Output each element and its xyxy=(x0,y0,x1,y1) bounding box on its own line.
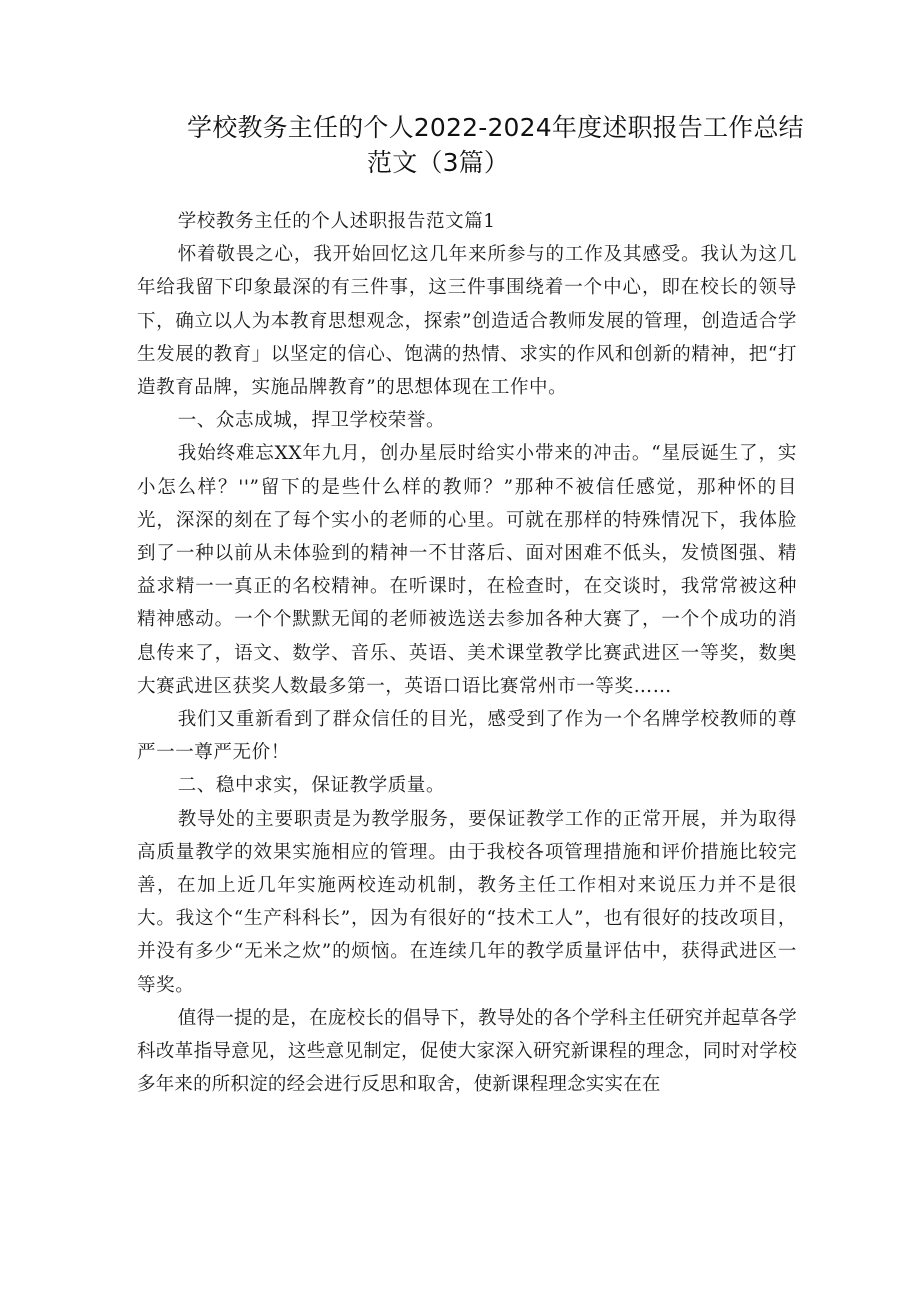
paragraph: 教导处的主要职责是为教学服务，要保证教学工作的正常开展，并为取得高质量教学的效果实施相应的管理。由于我校各项管理措施和评价措施比较完善，在加上近几年实施两校连动机制，教务主任工作相对来说压力并不是很大。我这个“生产科科长”，因为有很好的“技术工人”，也有很好的技改项目，并没有多少“无米之炊”的烦恼。在连续几年的教学质量评估中，获得武进区一等奖。 xyxy=(137,808,797,996)
document-body xyxy=(137,205,797,1101)
section-heading: 一、众志成城，捍卫学校荣誉。 xyxy=(177,410,446,432)
paragraph: 值得一提的是，在庞校长的倡导下，教导处的各个学科主任研究并起草各学科改革指导意见，这些意见制定，促使大家深入研究新课程的理念，同时对学校多年来的所积淀的经会进行反思和取舍，使新课程理念实实在在 xyxy=(137,1007,797,1096)
document-title-line-2: 范文（3篇） xyxy=(367,148,510,177)
paragraph: 怀着敬畏之心，我开始回忆这几年来所参与的工作及其感受。我认为这几年给我留下印象最深的有三件事，这三件事围绕着一个中心，即在校长的领导下，确立以人为本教育思想观念，探索”创造适合教师发展的管理，创造适合学生发展的教育」以坚定的信心、饱满的热情、求实的作风和创新的精神，把“打造教育品牌，实施品牌教育”的思想体现在工作中。 xyxy=(137,244,797,399)
section-heading: 学校教务主任的个人述职报告范文篇1 xyxy=(177,211,496,232)
paragraph: 我始终难忘XX年九月，创办星辰时给实小带来的冲击。“星辰诞生了，实小怎么样？''”留下的是些什么样的教师？”那种不被信任感觉，那种怀的目光，深深的刻在了每个实小的老师的心里。可就在那样的特殊情况下，我体脸到了一种以前从未体验到的精神一不甘落后、面对困难不低头，发愤图强、精益求精一一真正的名校精神。在听课时，在检查时，在交谈时，我常常被这种精神感动。一个个默默无闻的老师被选送去参加各种大赛了，一个个成功的消息传来了，语文、数学、音乐、英语、美术课堂教学比赛武进区一等奖，数奥大赛武进区获奖人数最多第一，英语口语比赛常州市一等奖…… xyxy=(137,443,797,697)
paragraph: 我们又重新看到了群众信任的目光，感受到了作为一个名牌学校教师的尊严一一尊严无价！ xyxy=(137,709,797,764)
section-heading: 二、稳中求实，保证教学质量。 xyxy=(177,775,446,797)
document-title-line-1: 学校教务主任的个人2022-2024年度述职报告工作总结 xyxy=(187,113,804,142)
